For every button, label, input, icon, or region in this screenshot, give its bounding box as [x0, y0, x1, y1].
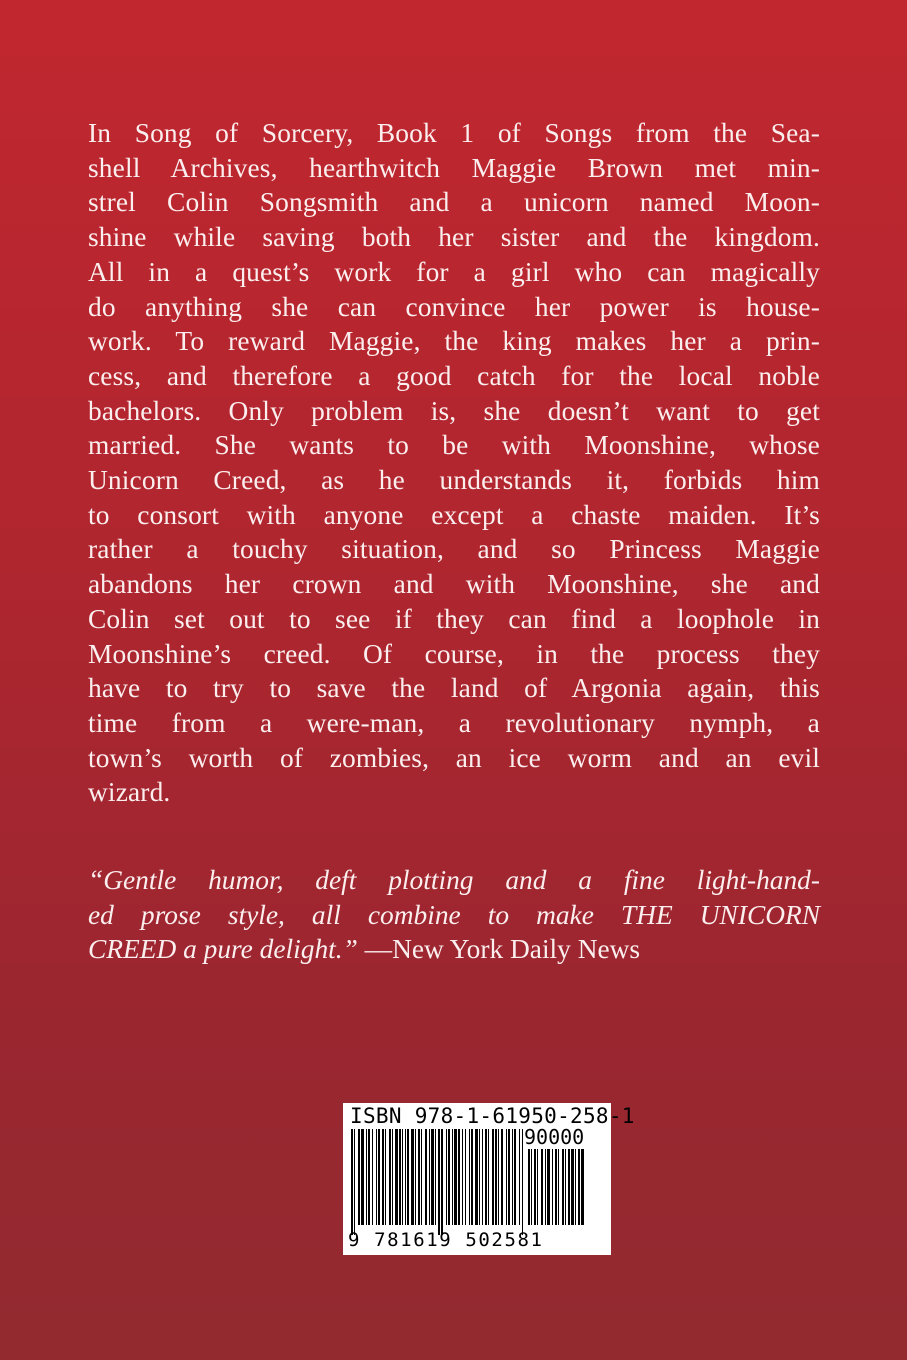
quote-text: ed prose style, all combine to make THE UNICORN — [88, 899, 820, 930]
description-line: rather a touchy situation, and so Princess Maggie — [88, 534, 820, 565]
description-line: to consort with anyone except a chaste maiden. It’s — [88, 499, 820, 530]
description-line: All in a quest’s work for a girl who can magically — [88, 256, 820, 287]
description-line: abandons her crown and with Moonshine, she and — [88, 569, 820, 600]
description-line: do anything she can convince her power is house- — [88, 291, 820, 322]
quote-line — [88, 932, 820, 967]
description-line: In Song of Sorcery, Book 1 of Songs from the Sea- — [88, 118, 820, 148]
price-code: 90000 — [524, 1125, 585, 1149]
description-line: Moonshine’s creed. Of course, in the process they — [88, 638, 820, 669]
description-line: shine while saving both her sister and the kingdom. — [88, 222, 820, 253]
description-line: married. She wants to be with Moonshine, whose — [88, 430, 820, 461]
isbn-label: ISBN 978-1-61950-258-1 — [350, 1104, 635, 1128]
description-line: strel Colin Songsmith and a unicorn named Moon- — [88, 187, 820, 218]
isbn-barcode — [343, 1103, 635, 1255]
description-line: Unicorn Creed, as he understands it, forbids him — [88, 465, 820, 496]
description-line: Colin set out to see if they can find a loophole in — [88, 603, 820, 634]
description-line: town’s worth of zombies, an ice worm and an evil — [88, 742, 820, 773]
description-line: wizard. — [88, 777, 171, 808]
quote-line — [88, 898, 820, 933]
quote-text: CREED a pure delight.” — [88, 934, 358, 965]
quote-line — [88, 863, 820, 898]
quote-text: “Gentle humor, deft plotting and a fine light-hand- — [88, 865, 820, 895]
quote-attribution: —New York Daily News — [357, 934, 641, 965]
description-line: bachelors. Only problem is, she doesn’t want to get — [88, 395, 820, 426]
description-line: time from a were-man, a revolutionary nymph, a — [88, 707, 820, 738]
description-line: have to try to save the land of Argonia again, this — [88, 673, 820, 704]
description-line: shell Archives, hearthwitch Maggie Brown met min- — [88, 152, 820, 183]
ean-digits: 9 781619 502581 — [348, 1229, 544, 1251]
book-description — [88, 116, 820, 810]
barcode-bars — [351, 1129, 523, 1235]
review-quote — [88, 863, 820, 967]
description-line: work. To reward Maggie, the king makes her a prin- — [88, 326, 820, 357]
addon-barcode-bars — [528, 1149, 604, 1235]
description-line: cess, and therefore a good catch for the local noble — [88, 360, 820, 391]
